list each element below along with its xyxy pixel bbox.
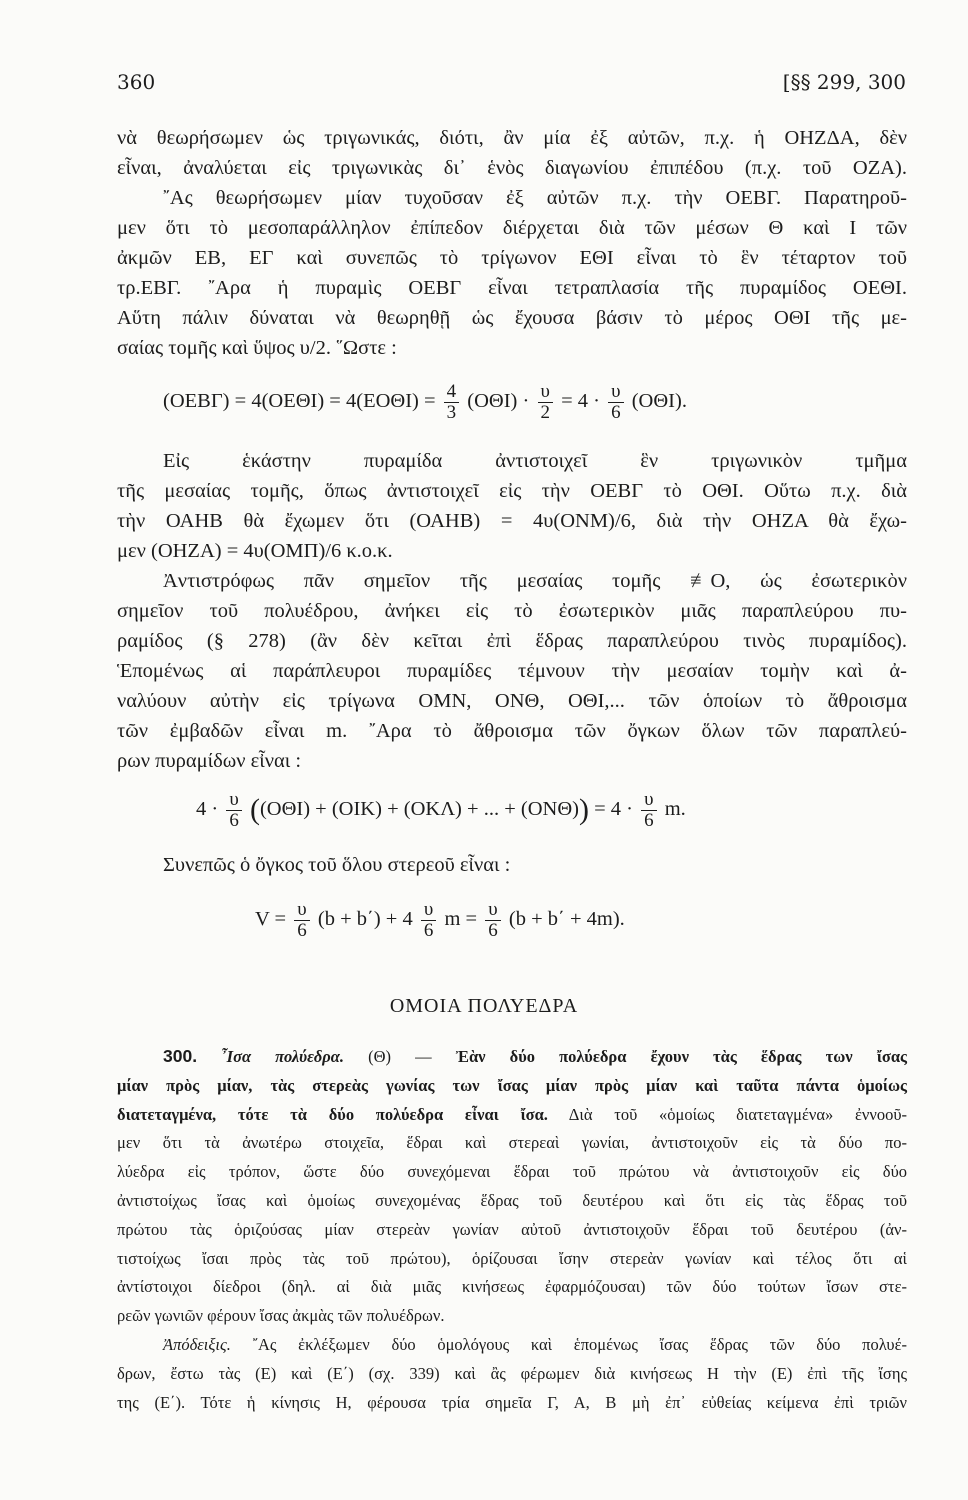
page-number: 360 — [117, 70, 156, 94]
theorem-text: μίαν πρὸς μίαν, τὰς στερεὰς γωνίας των ἴσας μίαν πρὸς μίαν καὶ ταῦτα πάντα ὁμοίως — [117, 1075, 907, 1095]
fraction: $\frac{\upsilon}{6}$ — [641, 790, 657, 831]
text-line: τρ.ΕΒΓ. ῎Αρα ἡ πυραμὶς ΟΕΒΓ εἶναι τετραπλασία τῆς πυραμίδος ΟΕΘΙ. — [117, 277, 907, 299]
section-300-heading-line — [117, 1042, 907, 1072]
formula-term: (ΟΘΙ) · — [467, 390, 530, 413]
paragraph-1 — [117, 123, 907, 363]
section-number: 300. — [163, 1046, 198, 1066]
text-span: ῎Ας ἐκλέξωμεν δύο ὁμολόγους καὶ ἑπομένως ἴσας ἕδρας τῶν δύο πολυέ- — [252, 1334, 907, 1354]
text-line: Ἑπομένως αἱ παράπλευροι πυραμίδες τέμνουν τὴν μεσαίαν τομὴν καὶ ἀ- — [117, 660, 907, 682]
text-line: λύεδρα εἰς τρόπον, ὥστε δύο συνεχόμεναι ἕδραι τοῦ πρώτου νὰ ἀντιστοιχοῦν εἰς δύο — [117, 1162, 907, 1182]
formula-lhs: (ΟΕΒΓ) = 4(ΟΕΘΙ) = 4(ΕΟΘΙ) = — [163, 390, 436, 413]
paragraph-2 — [117, 446, 907, 566]
text-line: της (Ε΄). Τότε ἡ κίνησις Η, φέρουσα τρία σημεῖα Γ, Α, Β μὴ ἐπ᾿ εὐθείας κείμενα ἐπὶ τριῶν — [117, 1392, 907, 1412]
text-span: Διὰ τοῦ «ὁμοίως διατεταγμένα» ἐννοοῦ- — [568, 1104, 907, 1124]
theorem-text: Ἐὰν δύο πολύεδρα ἔχουν τὰς ἕδρας των ἴσας — [455, 1047, 907, 1066]
formula-sum-volumes — [196, 790, 686, 831]
formula-term: m = — [444, 908, 478, 931]
text-line: μεν ὅτι τὰ ἀνωτέρω στοιχεῖα, ἕδραι καὶ στερεαὶ γωνίαι, ἀντιστοιχοῦν εἰς τὰ δύο πο- — [117, 1133, 907, 1153]
formula-lhs: V = — [255, 908, 287, 931]
section-300 — [117, 1042, 907, 1417]
formula-term: (b + b΄) + 4 — [317, 908, 413, 931]
text-line: Ἀντιστρόφως πᾶν σημεῖον τῆς μεσαίας τομῆς ≢Ο, ὡς ἐσωτερικὸν — [163, 570, 907, 592]
theorem-label: (Θ) — — [368, 1047, 432, 1066]
text-line: τὴν ΟΑΗΒ θὰ ἔχωμεν ὅτι (ΟΑΗΒ) = 4υ(ΟΝΜ)/6, διὰ τὴν ΟΗΖΑ θὰ ἔχω- — [117, 510, 907, 532]
text-line: μεν ὅτι τὸ μεσοπαράλληλον ἐπίπεδον διέρχεται διὰ τῶν μέσων Θ καὶ Ι τῶν — [117, 217, 907, 239]
paragraph-4 — [117, 850, 907, 880]
text-line: τῆς μεσαίας τομῆς, ὅπως ἀντιστοιχεῖ εἰς τὴν ΟΕΒΓ τὸ ΟΘΙ. Οὕτω π.χ. διὰ — [117, 480, 907, 502]
paren-close: ) — [578, 793, 589, 827]
text-line: ῎Ας θεωρήσωμεν μίαν τυχοῦσαν ἐξ αὐτῶν π.χ. τὴν ΟΕΒΓ. Παρατηροῦ- — [163, 187, 907, 209]
text-line — [117, 1101, 907, 1130]
text-line: ραμίδος (§ 278) (ἂν δὲν κεῖται ἐπὶ ἕδρας παραπλεύρου τινὸς πυραμίδος). — [117, 630, 907, 652]
fraction: $\frac{\upsilon}{6}$ — [608, 382, 624, 423]
paragraph-3 — [117, 566, 907, 776]
paren-open: ( — [249, 793, 260, 827]
formula-term: (b + b΄ + 4m). — [508, 908, 625, 931]
proof-first-line — [117, 1331, 907, 1360]
fraction: $\frac{\upsilon}{6}$ — [485, 900, 501, 941]
formula-term: = 4 · — [594, 798, 633, 821]
section-heading: ῏Ισα πολύεδρα. — [221, 1047, 345, 1066]
text-line: ἀντίστοιχοι δίεδροι (δηλ. αἱ διὰ μιᾶς κινήσεως ἐφαρμόζουσαι) τῶν δύο τούτων ἴσων στε- — [117, 1277, 907, 1297]
fraction: $\frac{\upsilon}{6}$ — [226, 790, 242, 831]
text-line: Αὕτη πάλιν δύναται νὰ θεωρηθῇ ὡς ἔχουσα βάσιν τὸ μέρος ΟΘΙ τῆς με- — [117, 307, 907, 329]
text-line: μεν (ΟΗΖΑ) = 4υ(ΟΜΠ)/6 κ.ο.κ. — [117, 540, 393, 562]
text-line: πρώτου τὰς ὁριζούσας μίαν στερεὰν γωνίαν αὐτοῦ ἀντιστοιχοῦν ἕδραι τοῦ δευτέρου (ἀν- — [117, 1219, 907, 1239]
text-line: ρεῶν γωνιῶν φέρουν ἴσας ἀκμὰς τῶν πολυέδρων. — [117, 1306, 445, 1326]
formula-sum: (ΟΘΙ) + (ΟΙΚ) + (ΟΚΛ) + ... + (ΟΝΘ) — [259, 798, 579, 821]
running-header — [117, 70, 906, 98]
text-line: εἶναι, ἀναλύεται εἰς τριγωνικὰς δι᾿ ἑνὸς διαγωνίου ἐπιπέδου (π.χ. τοῦ ΟΖΑ). — [117, 157, 907, 179]
formula-volume-pyramid — [163, 382, 687, 423]
fraction: $\frac{\upsilon}{6}$ — [421, 900, 437, 941]
text-line: νὰ θεωρήσωμεν ὡς τριγωνικάς, διότι, ἂν μία ἐξ αὐτῶν, π.χ. ἡ ΟΗΖΔΑ, δὲν — [117, 127, 907, 149]
fraction: $\frac{\upsilon}{6}$ — [294, 900, 310, 941]
formula-term: 4 · — [196, 798, 219, 821]
text-line: ἀκμῶν ΕΒ, ΕΓ καὶ συνεπῶς τὸ τρίγωνον ΕΘΙ εἶναι τὸ ἓν τέταρτον τοῦ — [117, 247, 907, 269]
formula-term: (ΟΘΙ). — [631, 390, 687, 413]
text-line: σαίας τομῆς καὶ ὕψος υ/2. ῞Ωστε : — [117, 337, 397, 359]
text-line: ἀντιστοίχως ἴσας καὶ ὁμοίως συνεχομένας ἕδρας τοῦ δευτέρου καὶ ὅτι εἰς τὰς ἕδρας τοῦ — [117, 1190, 907, 1210]
theorem-text: διατεταγμένα, τότε τὰ δύο πολύεδρα εἶναι ἴσα. — [117, 1104, 548, 1124]
section-title: ΟΜΟΙΑ ΠΟΛΥΕΔΡΑ — [389, 995, 579, 1017]
text-line: ρων πυραμίδων εἶναι : — [117, 750, 302, 772]
formula-term: = 4 · — [561, 390, 600, 413]
fraction: $\frac{\upsilon}{2}$ — [537, 382, 553, 423]
text-line: Συνεπῶς ὁ ὄγκος τοῦ ὅλου στερεοῦ εἶναι : — [163, 854, 511, 876]
text-line: δρων, ἔστω τὰς (Ε) καὶ (Ε΄) (σχ. 339) καὶ ἂς φέρωμεν διὰ κινήσεως Η τὴν (Ε) ἐπὶ τῆς ἴσης — [117, 1363, 907, 1383]
proof-label: Ἀπόδειξις. — [163, 1334, 231, 1354]
section-reference: [§§ 299, 300 — [782, 70, 906, 94]
text-line: Εἰς ἑκάστην πυραμίδα ἀντιστοιχεῖ ἓν τριγωνικὸν τμῆμα — [163, 450, 907, 472]
formula-total-volume — [255, 900, 625, 941]
text-line: τῶν ἐμβαδῶν εἶναι m. ῎Αρα τὸ ἄθροισμα τῶν ὄγκων ὅλων τῶν παραπλεύ- — [117, 720, 907, 742]
fraction: $\frac{4}{3}$ — [444, 382, 460, 423]
text-line: ναλύουν αὐτὴν εἰς τρίγωνα ΟΜΝ, ΟΝΘ, ΟΘΙ,... τῶν ὁποίων τὸ ἄθροισμα — [117, 690, 907, 712]
text-line: τιστοίχως ἴσαι πρὸς τὰς τοῦ πρώτου), ὁρίζουσαι ἴσην στερεὰν γωνίαν καὶ τέλος ὅτι αἱ — [117, 1248, 907, 1268]
text-line: σημεῖον τοῦ πολυέδρου, ἀνήκει εἰς τὸ ἐσωτερικὸν μιᾶς παραπλεύρου πυ- — [117, 600, 907, 622]
formula-term: m. — [664, 798, 686, 821]
